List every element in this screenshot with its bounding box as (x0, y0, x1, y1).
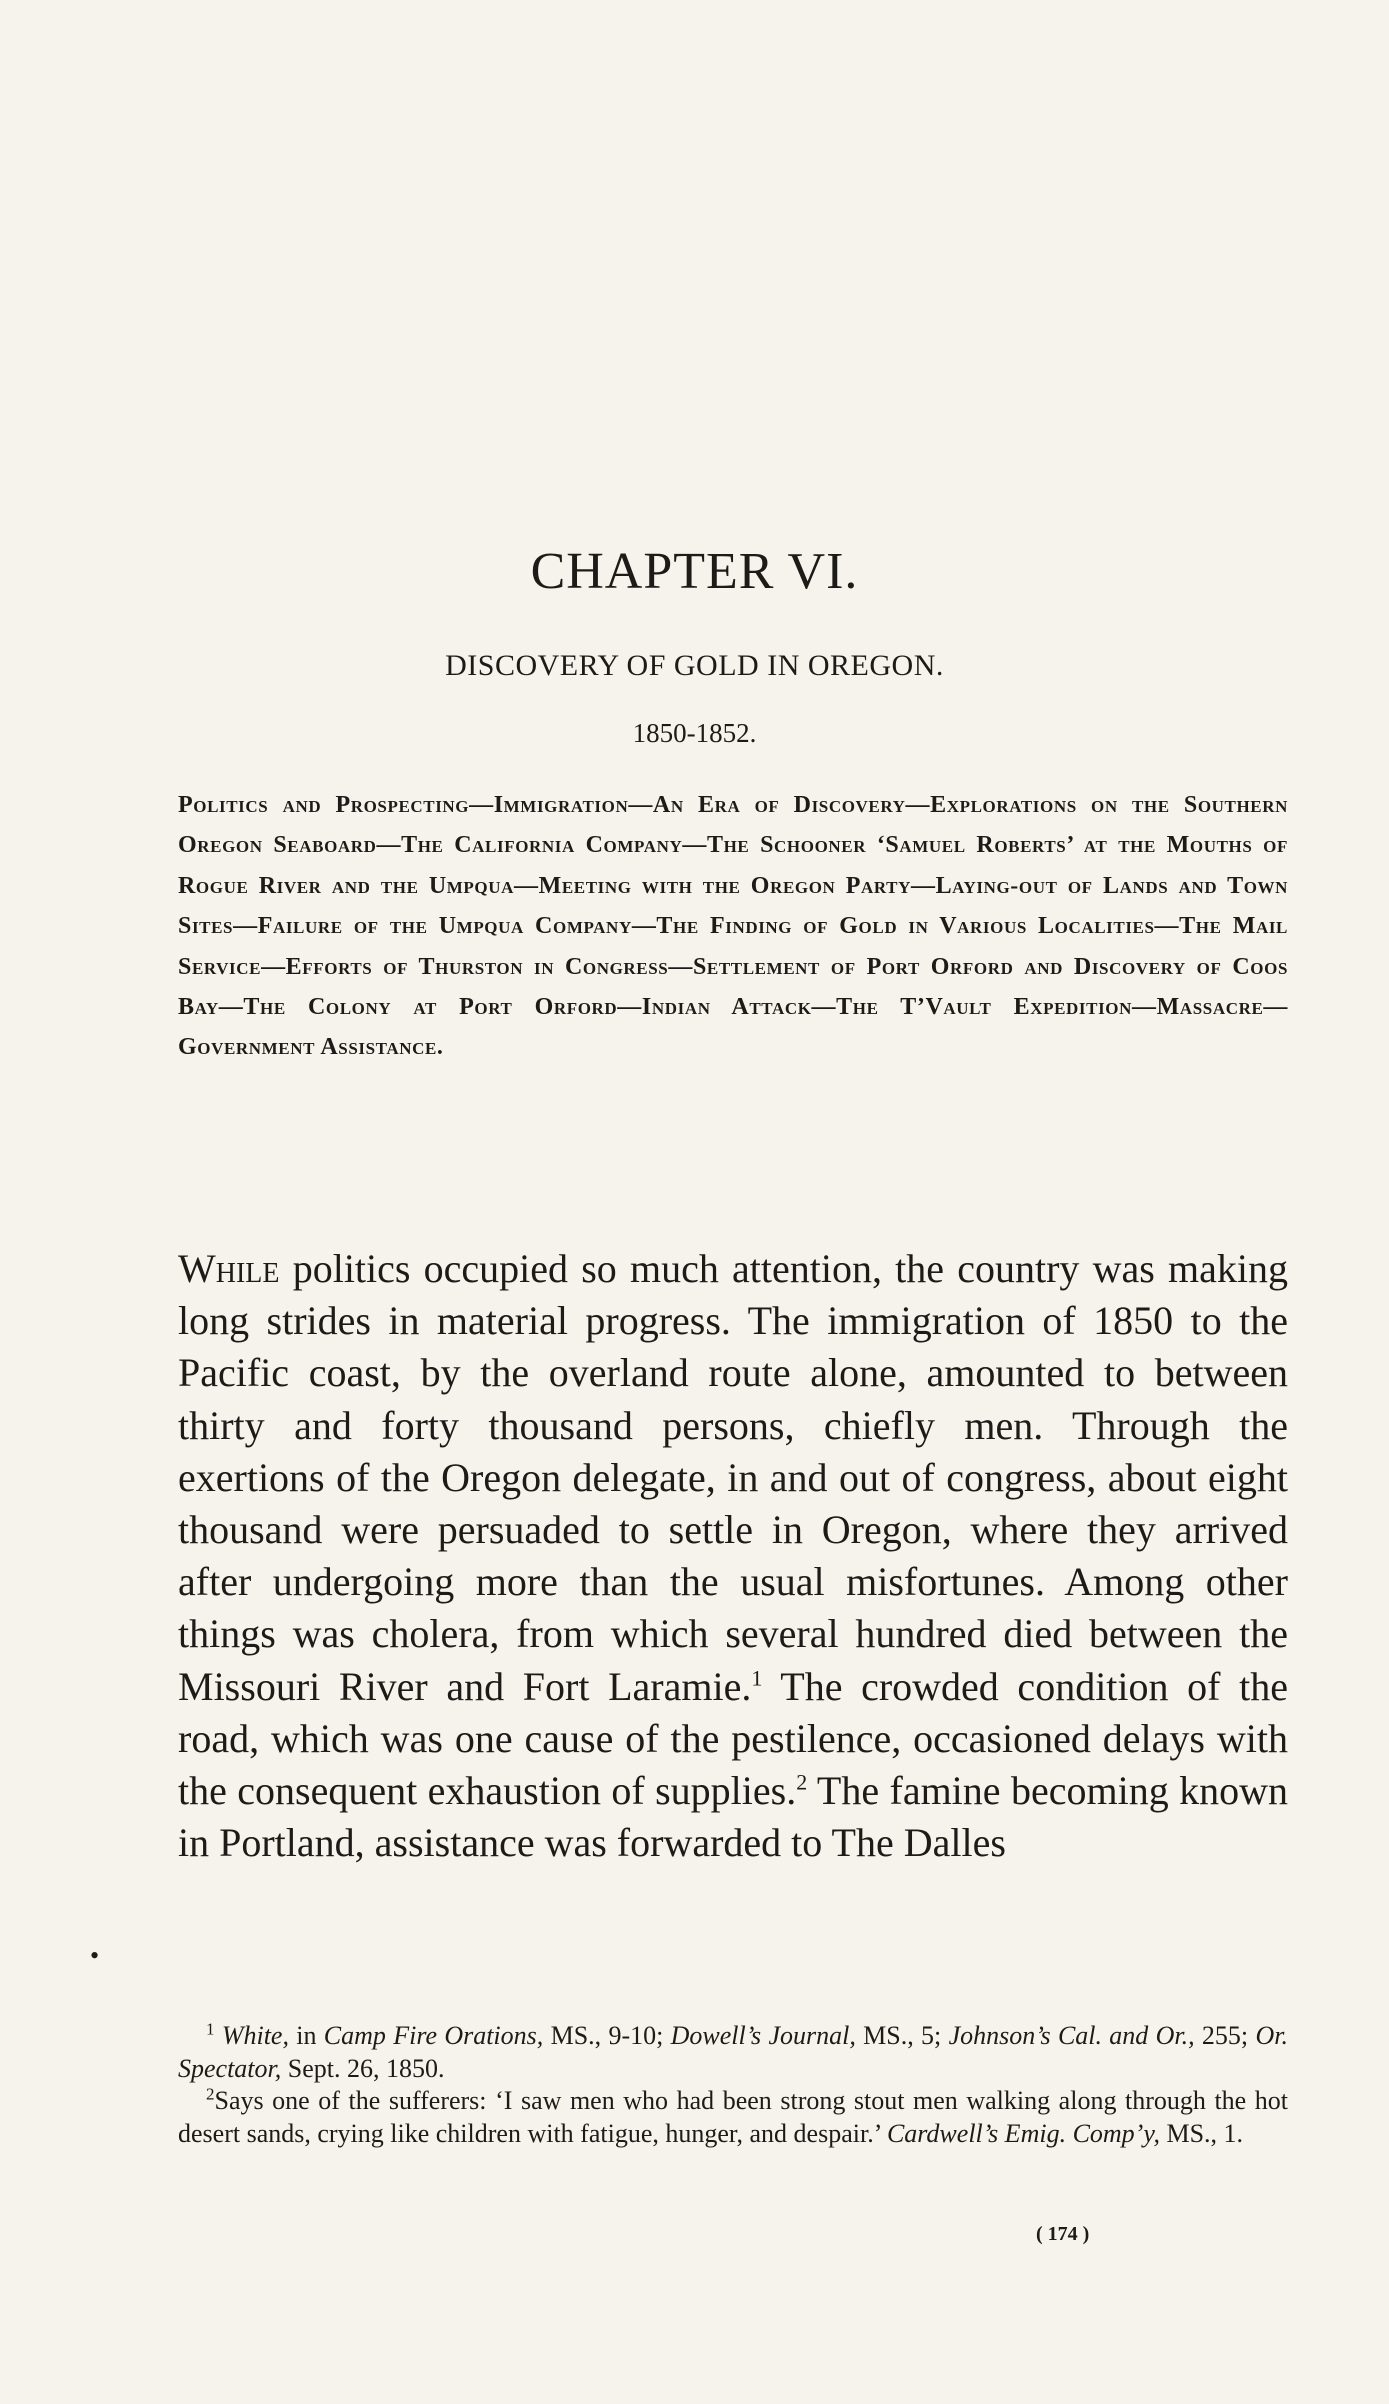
footnote-fragment: White, (221, 2021, 289, 2050)
footnote-fragment: Johnson’s Cal. and Or., (948, 2021, 1195, 2050)
footnote-fragment: 255; (1194, 2021, 1256, 2050)
chapter-synopsis: Politics and Prospecting—Immigration—An Era of Discovery—Explorations on the Southern Oregon Seaboard—The California Company—The Schooner ‘Samuel Roberts’ at the Mouths of Rogue River and the Umpqua—Meeting with the Oregon Party—Laying-out of Lands and Town Sites—Failure of the Umpqua Company—The Finding of Gold in Various Localities—The Mail Service—Efforts of Thurston in Congress—Settlement of Port Orford and Discovery of Coos Bay—The Colony at Port Orford—Indian Attack—The T’Vault Expedition—Massacre—Government Assistance. (178, 792, 1288, 1061)
footnote-fragment: Sept. 26, 1850. (281, 2053, 445, 2083)
footnote-fragment: MS., 9-10; (543, 2021, 671, 2050)
footnote-fragment: in (288, 2021, 324, 2050)
footnote-ref-2: 2 (796, 1769, 808, 1795)
body-text-part-2: The crowded condition of the road, which was one cause of the pestilence, occasioned delays with the consequent exhaustion of supplies. (178, 1663, 1288, 1814)
chapter-years: 1850-1852. (632, 718, 757, 748)
footnote-2 (178, 2085, 1288, 2150)
footnote-fragment: Camp Fire Orations, (323, 2021, 544, 2050)
footnote-fragment: MS., 1. (1159, 2118, 1244, 2148)
footnote-fragment: Cardwell’s Emig. Comp’y, (886, 2118, 1160, 2148)
footnote-fragment: Says one of the sufferers: ‘I saw men who had been strong stout men walking along through the hot desert sands, crying like children with fatigue, hunger, and despair.’ (178, 2086, 1288, 2148)
chapter-subtitle: DISCOVERY OF GOLD IN OREGON. (445, 649, 944, 682)
page-number: ( 174 ) (1036, 2223, 1090, 2245)
footnote-1 (178, 2020, 1288, 2085)
body-paragraph (178, 1243, 1288, 1869)
footnote-fragment: Dowell’s Journal, (670, 2021, 856, 2050)
body-text-part-1: politics occupied so much attention, the country was making long strides in material progress. The immigration of 1850 to the Pacific coast, by the overland route alone, amounted to between thirty and forty thousand persons, chiefly men. Through the exertions of the Oregon delegate, in and out of congress, about eight thousand were persuaded to settle in Oregon, where they arrived after undergoing more than the usual misfortunes. Among other things was cholera, from which several hundred died between the Missouri River and Fort Laramie. (178, 1246, 1288, 1709)
footnote-fragment: MS., 5; (855, 2021, 949, 2050)
body-text-part-3: The famine becoming known in Portland, assistance was forwarded to The Dalles (178, 1768, 1288, 1866)
footnote-ref-1: 1 (751, 1665, 763, 1691)
footnotes (178, 2020, 1288, 2150)
footnote-number: 2 (206, 2084, 215, 2104)
footnote-fragment: Or. Spectator, (178, 2021, 1288, 2083)
chapter-title: CHAPTER VI. (530, 543, 859, 600)
lead-word: While (178, 1246, 280, 1291)
footnote-number: 1 (206, 2019, 215, 2039)
margin-mark: • (90, 1941, 100, 1970)
